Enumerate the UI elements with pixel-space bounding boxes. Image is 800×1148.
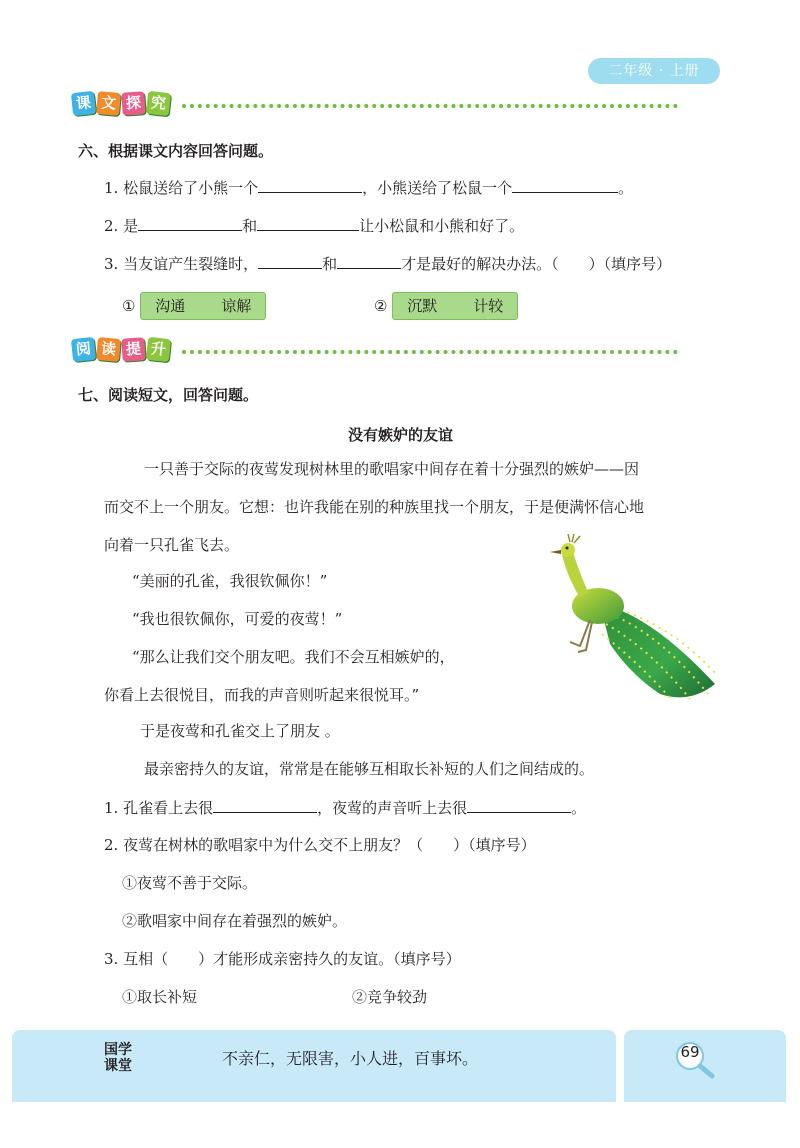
section2-q3-option-1: ①取长补短 — [122, 988, 198, 1006]
grade-tab: 二年级 · 上册 — [588, 58, 720, 84]
option-box — [140, 292, 266, 320]
q-text: 和 — [242, 217, 258, 235]
footer-quote: 不亲仁，无限害，小人进，百事坏。 — [222, 1049, 479, 1068]
banner-char: 读 — [96, 337, 121, 362]
option-word: 谅解 — [221, 297, 252, 315]
story-line: “那么让我们交个朋友吧。我们不会互相嫉妒的， — [132, 648, 455, 666]
story-line: 你看上去很悦目，而我的声音则听起来很悦耳。” — [104, 686, 420, 704]
q-text: 1. 松鼠送给了小熊一个 — [104, 179, 259, 197]
section2-q2-option-2: ②歌唱家中间存在着强烈的嫉妒。 — [122, 912, 348, 930]
story-line: 最亲密持久的友谊，常常是在能够互相取长补短的人们之间结成的。 — [144, 760, 595, 778]
answer-blank[interactable] — [337, 252, 401, 269]
option-mark: ① — [122, 297, 136, 315]
q-text: 3. 当友谊产生裂缝时， — [104, 255, 259, 273]
banner-char: 课 — [71, 91, 96, 116]
section1-question-1 — [104, 176, 633, 199]
story-line: 而交不上一个朋友。它想：也许我能在别的种族里找一个朋友，于是便满怀信心地 — [104, 498, 645, 516]
q-text: 和 — [322, 255, 338, 273]
q-text: 。 — [571, 799, 587, 817]
answer-blank[interactable] — [138, 214, 242, 231]
peacock-icon — [540, 534, 720, 706]
q-text: ，小熊送给了松鼠一个 — [362, 179, 513, 197]
banner-char: 升 — [146, 337, 171, 362]
option-2 — [374, 292, 518, 320]
q-text: 2. 是 — [104, 217, 139, 235]
banner-char: 文 — [96, 91, 121, 116]
answer-blank[interactable] — [258, 176, 362, 193]
q-text: 1. 孔雀看上去很 — [104, 799, 214, 817]
story-title: 没有嫉妒的友谊 — [348, 426, 454, 444]
story-line: 于是夜莺和孔雀交上了朋友 。 — [140, 722, 340, 740]
peacock-illustration — [540, 534, 720, 706]
option-word: 计较 — [473, 297, 504, 315]
option-word: 沉默 — [407, 297, 438, 315]
section2-question-2: 2. 夜莺在树林的歌唱家中为什么交不上朋友？（ ）（填序号） — [104, 836, 536, 854]
section1-heading: 六、根据课文内容回答问题。 — [78, 142, 274, 160]
section2-question-3: 3. 互相（ ）才能形成亲密持久的友谊。（填序号） — [104, 950, 461, 968]
section-banner-text-study — [72, 92, 172, 120]
story-line: 向着一只孔雀飞去。 — [104, 536, 240, 554]
q-text: 才是最好的解决办法。（ ）（填序号） — [401, 255, 672, 273]
q-text: ，夜莺的声音听上去很 — [317, 799, 468, 817]
answer-blank[interactable] — [257, 214, 359, 231]
section1-question-2 — [104, 214, 524, 237]
option-mark: ② — [374, 297, 388, 315]
answer-blank[interactable] — [213, 796, 317, 813]
dotted-divider — [182, 104, 678, 108]
story-line: “我也很钦佩你，可爱的夜莺！” — [132, 610, 343, 628]
story-line: 一只善于交际的夜莺发现树林里的歌唱家中间存在着十分强烈的嫉妒——因 — [144, 460, 640, 478]
banner-char: 探 — [121, 91, 146, 116]
footer-label-line: 课堂 — [104, 1058, 132, 1074]
section2-q2-option-1: ①夜莺不善于交际。 — [122, 874, 258, 892]
section2-heading: 七、阅读短文，回答问题。 — [78, 386, 259, 404]
footer-label — [104, 1042, 132, 1074]
banner-char: 阅 — [71, 337, 96, 362]
q-text: 。 — [618, 179, 634, 197]
q-text: 让小松鼠和小熊和好了。 — [359, 217, 525, 235]
answer-blank[interactable] — [512, 176, 618, 193]
option-box — [392, 292, 518, 320]
option-word: 沟通 — [155, 297, 186, 315]
option-1 — [122, 292, 266, 320]
answer-blank[interactable] — [258, 252, 322, 269]
dotted-divider — [182, 350, 678, 354]
answer-blank[interactable] — [467, 796, 571, 813]
banner-char: 究 — [146, 91, 171, 116]
section2-question-1 — [104, 796, 586, 819]
section-banner-reading — [72, 338, 172, 366]
story-line: “美丽的孔雀，我很钦佩你！” — [132, 572, 328, 590]
section2-q3-option-2: ②竞争较劲 — [352, 988, 428, 1006]
footer-label-line: 国学 — [104, 1042, 132, 1058]
section1-question-3 — [104, 252, 671, 275]
banner-char: 提 — [121, 337, 146, 362]
page-number: 69 — [680, 1043, 700, 1061]
